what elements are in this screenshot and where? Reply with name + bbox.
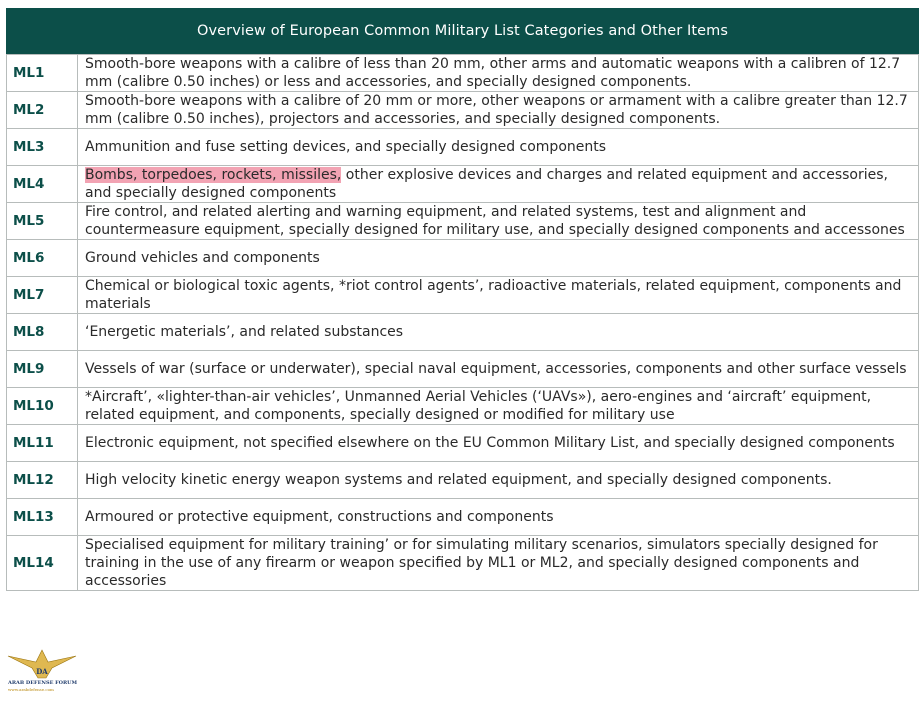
- row-code: ML7: [7, 277, 78, 314]
- row-description: Electronic equipment, not specified elsewhere on the EU Common Military List, and specially designed components: [78, 425, 919, 462]
- table-row: [7, 388, 919, 425]
- row-description: Smooth-bore weapons with a calibre of less than 20 mm, other arms and automatic weapons with a calibren of 12.7 mm (calibre 0.50 inches) or less and accessories, and specially designed components.: [78, 55, 919, 92]
- table-row: [7, 203, 919, 240]
- row-description: High velocity kinetic energy weapon systems and related equipment, and specially designed components.: [78, 462, 919, 499]
- watermark-logo: [6, 642, 78, 700]
- row-code: ML6: [7, 240, 78, 277]
- row-description: *Aircraft’, «lighter-than-air vehicles’, Unmanned Aerial Vehicles (‘UAVs»), aero-engines and ‘aircraft’ equipment, related equipment, and components, specially designed or modified for military use: [78, 388, 919, 425]
- logo-letters: DA: [36, 667, 48, 676]
- row-code: ML5: [7, 203, 78, 240]
- table-row: [7, 462, 919, 499]
- table-row: [7, 92, 919, 129]
- highlighted-text: Bombs, torpedoes, rockets, missiles,: [85, 167, 342, 183]
- watermark-text: ARAB DEFENSE FORUM: [8, 680, 78, 686]
- row-code: ML3: [7, 129, 78, 166]
- row-code: ML12: [7, 462, 78, 499]
- row-code: ML10: [7, 388, 78, 425]
- table-row: [7, 314, 919, 351]
- table-row: [7, 129, 919, 166]
- row-code: ML13: [7, 499, 78, 536]
- category-table-panel: [6, 8, 919, 591]
- row-description: Ammunition and fuse setting devices, and specially designed components: [78, 129, 919, 166]
- row-description: ‘Energetic materials’, and related substances: [78, 314, 919, 351]
- row-description: Fire control, and related alerting and warning equipment, and related systems, test and alignment and countermeasure equipment, specially designed for military use, and specially designed components and accessones: [78, 203, 919, 240]
- row-description: Vessels of war (surface or underwater), special naval equipment, accessories, components and other surface vessels: [78, 351, 919, 388]
- row-code: ML14: [7, 536, 78, 591]
- row-code: ML2: [7, 92, 78, 129]
- row-description-rest: other explosive devices and charges and related equipment and accessories, and specially designed components: [85, 167, 888, 201]
- row-description: Specialised equipment for military training’ or for simulating military scenarios, simulators specially designed for training in the use of any firearm or weapon specified by ML1 or ML2, and specially designed components and accessories: [78, 536, 919, 591]
- table-row: [7, 55, 919, 92]
- eagle-icon: [6, 642, 78, 682]
- row-description: [78, 166, 919, 203]
- table-row: [7, 499, 919, 536]
- row-code: ML9: [7, 351, 78, 388]
- row-code: ML11: [7, 425, 78, 462]
- row-code: ML1: [7, 55, 78, 92]
- table-row: [7, 351, 919, 388]
- watermark-subtext: www.arabdefense.com: [8, 687, 54, 692]
- category-table: [6, 54, 919, 591]
- row-description: Chemical or biological toxic agents, *riot control agents’, radioactive materials, related equipment, components and materials: [78, 277, 919, 314]
- table-row: [7, 277, 919, 314]
- table-row: [7, 536, 919, 591]
- row-code: ML4: [7, 166, 78, 203]
- table-row: [7, 240, 919, 277]
- table-title: Overview of European Common Military List Categories and Other Items: [6, 8, 919, 54]
- row-description: Ground vehicles and components: [78, 240, 919, 277]
- row-code: ML8: [7, 314, 78, 351]
- table-row: [7, 425, 919, 462]
- row-description: Smooth-bore weapons with a calibre of 20 mm or more, other weapons or armament with a calibre greater than 12.7 mm (calibre 0.50 inches), projectors and accessories, and specially designed components.: [78, 92, 919, 129]
- table-row: [7, 166, 919, 203]
- row-description: Armoured or protective equipment, constructions and components: [78, 499, 919, 536]
